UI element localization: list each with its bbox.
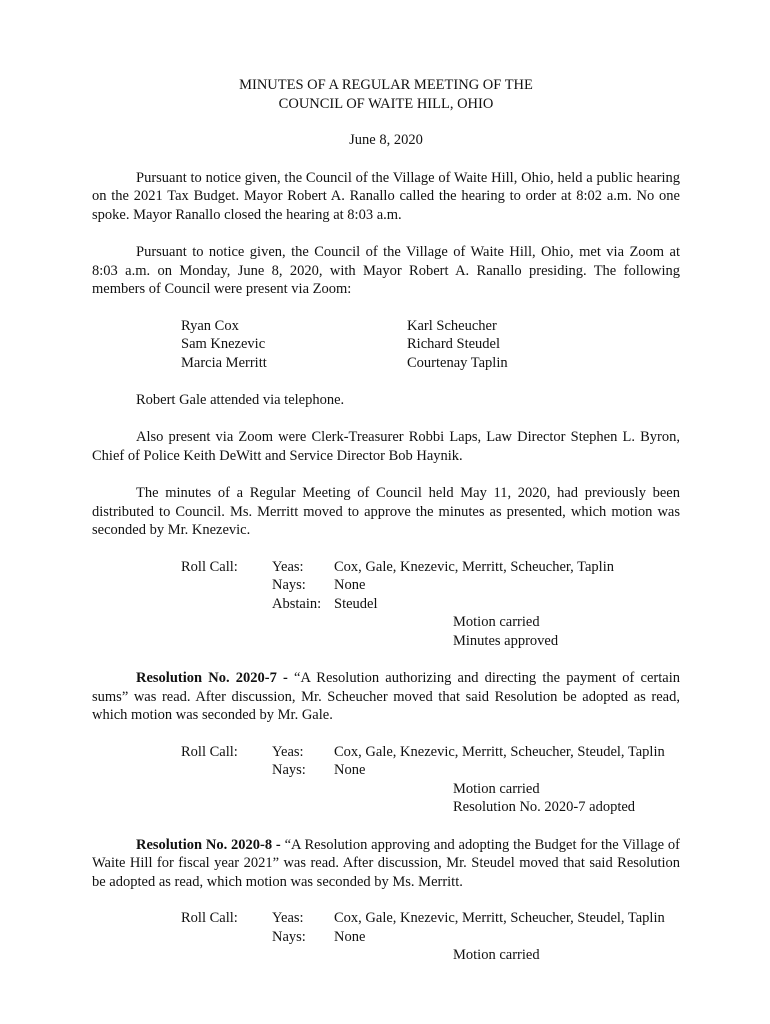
yeas-label: Yeas: bbox=[272, 910, 304, 926]
member-name: Sam Knezevic bbox=[181, 336, 266, 352]
nays-values: None bbox=[334, 577, 366, 593]
member-name: Marcia Merritt bbox=[181, 354, 267, 371]
member-name: Ryan Cox bbox=[181, 317, 239, 334]
members-right-column bbox=[407, 317, 508, 373]
roll-result: Motion carried bbox=[453, 947, 540, 963]
resolution-text: “A Resolution approving and adopting the Budget for the Village of Waite Hill for fiscal year 2021” was read. After discussion, Mr. Steudel moved that said Resolution be adopted as read, which motion was seconded by Ms. Merritt. bbox=[92, 836, 680, 890]
yeas-values: Cox, Gale, Knezevic, Merritt, Scheucher, Steudel, Taplin bbox=[334, 910, 665, 926]
resolution-heading: Resolution No. 2020-8 - bbox=[136, 836, 285, 853]
nays-label: Nays: bbox=[272, 577, 306, 593]
title-line-1: MINUTES OF A REGULAR MEETING OF THE bbox=[239, 77, 533, 93]
roll-result: Minutes approved bbox=[453, 632, 559, 649]
paragraph-resolution-2020-7 bbox=[92, 669, 680, 725]
document-title bbox=[92, 76, 680, 113]
member-name: Courtenay Taplin bbox=[407, 354, 508, 371]
roll-call-minutes bbox=[92, 558, 680, 651]
roll-result: Motion carried bbox=[453, 780, 540, 797]
paragraph-public-hearing: Pursuant to notice given, the Council of the Village of Waite Hill, Ohio, held a public hearing on the 2021 Tax Budget. Mayor Robert A. Ranallo called the hearing to order at 8:02 a.m. No one spoke. Mayor Ranallo closed the hearing at 8:03 a.m. bbox=[92, 169, 680, 223]
title-line-2: COUNCIL OF WAITE HILL, OHIO bbox=[278, 95, 494, 112]
meeting-date: June 8, 2020 bbox=[349, 132, 423, 148]
abstain-values: Steudel bbox=[334, 595, 378, 612]
abstain-label: Abstain: bbox=[272, 595, 322, 612]
roll-call-label: Roll Call: bbox=[181, 558, 238, 575]
roll-call-resolution-8 bbox=[92, 909, 680, 965]
nays-label: Nays: bbox=[272, 928, 306, 945]
nays-label: Nays: bbox=[272, 762, 306, 778]
member-name: Karl Scheucher bbox=[407, 317, 497, 334]
nays-values: None bbox=[334, 928, 366, 945]
resolution-text: “A Resolution authorizing and directing the payment of certain sums” was read. After discussion, Mr. Scheucher moved that said Resolution be adopted as read, which motion was seconded by Mr. Gale. bbox=[92, 670, 680, 723]
yeas-values: Cox, Gale, Knezevic, Merritt, Scheucher, Taplin bbox=[334, 558, 614, 575]
roll-call-label: Roll Call: bbox=[181, 743, 238, 760]
roll-call-label: Roll Call: bbox=[181, 910, 238, 926]
roll-result: Motion carried bbox=[453, 614, 540, 630]
paragraph-minutes-approval: The minutes of a Regular Meeting of Council held May 11, 2020, had previously been distributed to Council. Ms. Merritt moved to approve the minutes as presented, which motion was seconded by Mr. Knezevic. bbox=[92, 485, 680, 538]
members-present-list bbox=[92, 317, 680, 373]
members-left-column bbox=[181, 317, 267, 373]
yeas-label: Yeas: bbox=[272, 743, 304, 760]
paragraph-telephone-attendance: Robert Gale attended via telephone. bbox=[136, 391, 345, 408]
document-page bbox=[92, 76, 680, 965]
yeas-label: Yeas: bbox=[272, 558, 304, 575]
paragraph-also-present: Also present via Zoom were Clerk-Treasurer Robbi Laps, Law Director Stephen L. Byron, Chief of Police Keith DeWitt and Service Director Bob Haynik. bbox=[92, 429, 680, 464]
resolution-heading: Resolution No. 2020-7 - bbox=[136, 670, 295, 686]
paragraph-meeting-opening: Pursuant to notice given, the Council of the Village of Waite Hill, Ohio, met via Zoom at 8:03 a.m. on Monday, June 8, 2020, with Mayor Robert A. Ranallo presiding. The following members of Council were present via Zoom: bbox=[92, 244, 680, 297]
yeas-values: Cox, Gale, Knezevic, Merritt, Scheucher, Steudel, Taplin bbox=[334, 743, 665, 760]
roll-call-resolution-7 bbox=[92, 743, 680, 817]
nays-values: None bbox=[334, 762, 366, 778]
paragraph-resolution-2020-8 bbox=[92, 836, 680, 892]
member-name: Richard Steudel bbox=[407, 336, 501, 352]
roll-result: Resolution No. 2020-7 adopted bbox=[453, 799, 636, 815]
